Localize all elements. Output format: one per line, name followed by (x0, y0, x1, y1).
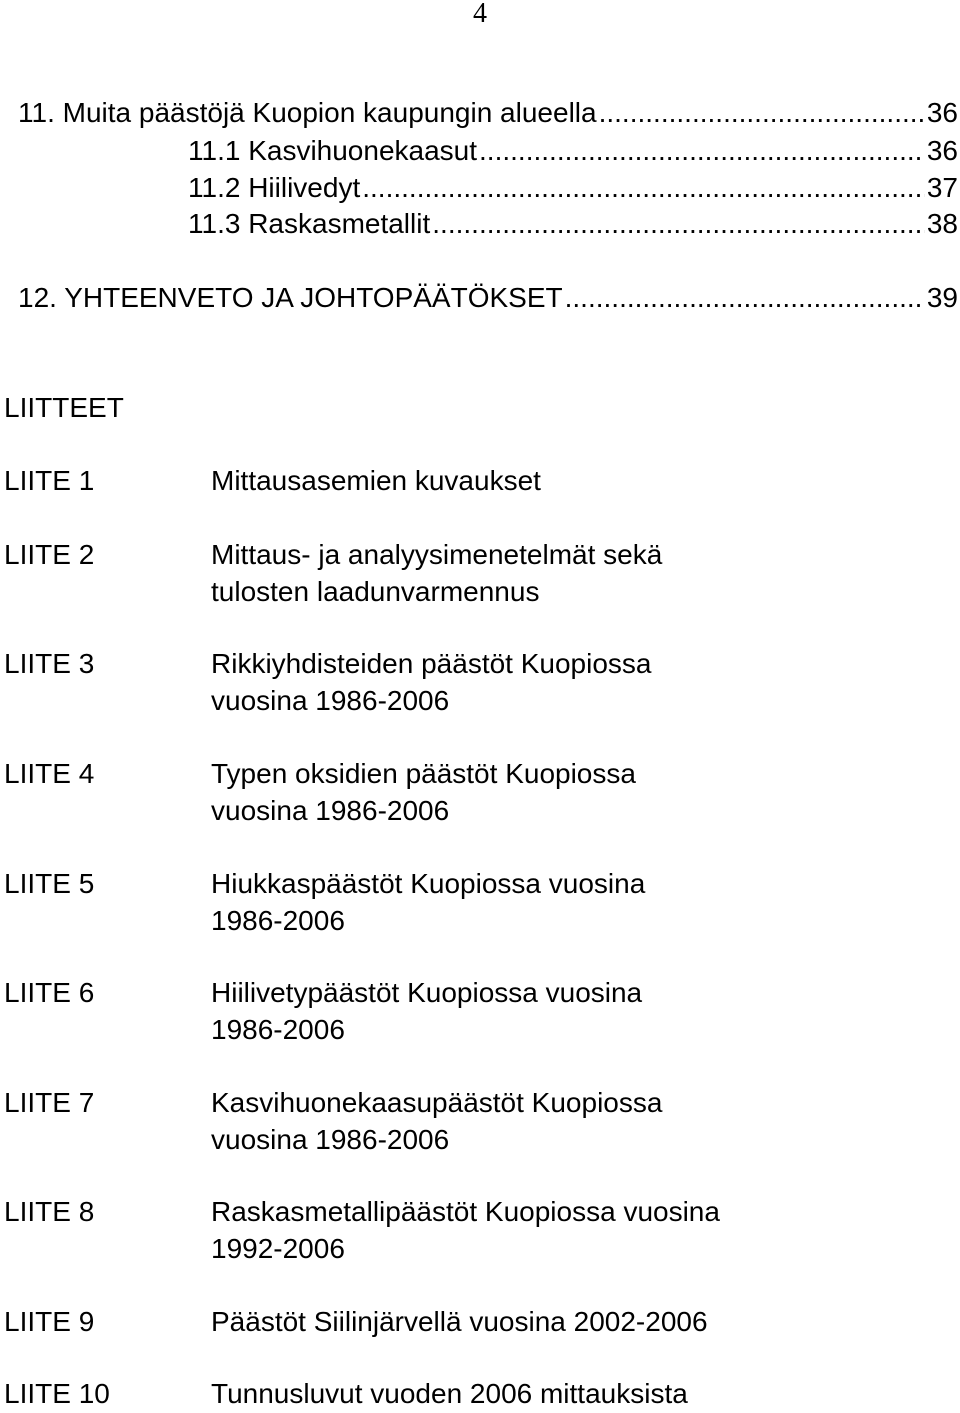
toc-entry-11-2[interactable] (188, 170, 958, 206)
toc-dot-leader (432, 206, 925, 242)
appendix-description: Hiukkaspäästöt Kuopiossa vuosina 1986-2006 (211, 868, 646, 936)
appendix-code: LIITE 5 (4, 868, 95, 899)
appendix-description: Rikkiyhdisteiden päästöt Kuopiossa vuosina 1986-2006 (211, 648, 652, 716)
toc-entry-page: 39 (926, 282, 958, 313)
appendix-code: LIITE 10 (4, 1378, 110, 1409)
toc-entry-11[interactable] (18, 95, 958, 131)
toc-entry-12[interactable] (18, 280, 958, 316)
appendix-code: LIITE 6 (4, 977, 95, 1008)
toc-entry-11-3[interactable] (188, 206, 958, 242)
appendix-code: LIITE 4 (4, 758, 95, 789)
toc-entry-label: 11. Muita päästöjä Kuopion kaupungin alueella (18, 97, 597, 128)
appendix-code: LIITE 8 (4, 1196, 95, 1227)
appendix-code: LIITE 3 (4, 648, 95, 679)
toc-entry-label: 11.3 Raskasmetallit (188, 208, 431, 239)
page-number: 4 (473, 0, 487, 29)
appendix-code: LIITE 2 (4, 539, 95, 570)
toc-entry-page: 36 (926, 135, 958, 166)
appendix-description: Päästöt Siilinjärvellä vuosina 2002-2006 (211, 1306, 708, 1337)
appendix-description: Typen oksidien päästöt Kuopiossa vuosina 1986-2006 (211, 758, 636, 826)
toc-dot-leader (599, 95, 925, 131)
appendix-description: Kasvihuonekaasupäästöt Kuopiossa vuosina 1986-2006 (211, 1087, 663, 1155)
appendix-code: LIITE 9 (4, 1306, 95, 1337)
appendix-heading: LIITTEET (4, 392, 124, 423)
toc-entry-label: 11.1 Kasvihuonekaasut (188, 135, 478, 166)
appendix-description: Tunnusluvut vuoden 2006 mittauksista (211, 1378, 688, 1409)
appendix-code: LIITE 7 (4, 1087, 95, 1118)
toc-dot-leader (362, 170, 925, 206)
toc-entry-label: 11.2 Hiilivedyt (188, 172, 361, 203)
toc-dot-leader (479, 133, 925, 169)
toc-entry-11-1[interactable] (188, 133, 958, 169)
toc-entry-page: 37 (926, 172, 958, 203)
appendix-description: Mittausasemien kuvaukset (211, 465, 541, 496)
toc-entry-label: 12. YHTEENVETO JA JOHTOPÄÄTÖKSET (18, 282, 563, 313)
appendix-description: Raskasmetallipäästöt Kuopiossa vuosina 1992-2006 (211, 1196, 720, 1264)
appendix-description: Hiilivetypäästöt Kuopiossa vuosina 1986-2006 (211, 977, 643, 1045)
toc-entry-page: 36 (926, 97, 958, 128)
appendix-code: LIITE 1 (4, 465, 95, 496)
appendix-description: Mittaus- ja analyysimenetelmät sekä tulosten laadunvarmennus (211, 539, 663, 607)
toc-entry-page: 38 (926, 208, 958, 239)
toc-dot-leader (565, 280, 925, 316)
